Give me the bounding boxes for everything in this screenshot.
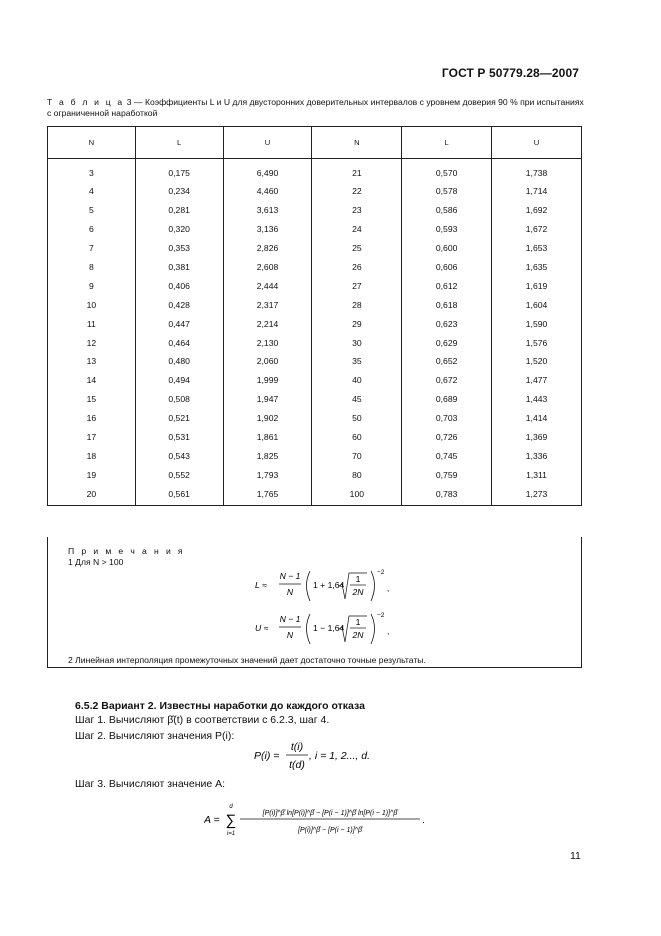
table-cell: 0,586 <box>402 201 492 220</box>
table-cell: 0,570 <box>402 159 492 183</box>
formula-U-exponent: −2 <box>377 612 385 619</box>
equation-A-denominator: [P(i)]^β̂ − [P(i − 1)]^β̂ <box>298 827 362 834</box>
table-cell: 100 <box>312 484 402 505</box>
formula-U-numerator: N − 1 <box>279 614 301 624</box>
table-cell: 1,576 <box>492 333 582 352</box>
column-header: N <box>312 127 402 159</box>
table-cell: 60 <box>312 428 402 447</box>
coefficients-table <box>47 126 582 506</box>
table-cell: 0,406 <box>135 276 223 295</box>
table-cell: 1,590 <box>492 314 582 333</box>
table-cell: 0,606 <box>402 258 492 277</box>
table-row <box>48 465 582 484</box>
table-row <box>48 428 582 447</box>
table-cell: 1,714 <box>492 182 582 201</box>
table-cell: 5 <box>48 201 136 220</box>
table-cell: 1,635 <box>492 258 582 277</box>
note-1: 1 Для N > 100 <box>68 557 124 567</box>
table-cell: 2,317 <box>223 295 312 314</box>
table-cell: 1,765 <box>223 484 312 505</box>
table-cell: 0,428 <box>135 295 223 314</box>
formula-U-denominator: N <box>286 630 294 640</box>
table-cell: 1,414 <box>492 409 582 428</box>
table-cell: 0,175 <box>135 159 223 183</box>
table-cell: 80 <box>312 465 402 484</box>
table-cell: 21 <box>312 159 402 183</box>
table-cell: 1,793 <box>223 465 312 484</box>
table-cell: 0,552 <box>135 465 223 484</box>
table-cell: 0,652 <box>402 352 492 371</box>
table-cell: 20 <box>48 484 136 505</box>
table-caption-label: Т а б л и ц а <box>47 97 125 107</box>
table-row <box>48 371 582 390</box>
equation-P-numerator: t(i) <box>290 741 304 753</box>
table-cell: 0,623 <box>402 314 492 333</box>
table-cell: 4,460 <box>223 182 312 201</box>
table-cell: 0,464 <box>135 333 223 352</box>
table-row <box>48 220 582 239</box>
table-cell: 0,281 <box>135 201 223 220</box>
table-row <box>48 314 582 333</box>
equation-P-lhs: P(i) = <box>254 750 280 762</box>
sum-icon: ∑ <box>225 812 237 829</box>
table-cell: 1,619 <box>492 276 582 295</box>
table-cell: 2,826 <box>223 239 312 258</box>
table-cell: 0,672 <box>402 371 492 390</box>
table-cell: 1,604 <box>492 295 582 314</box>
section-title: 6.5.2 Вариант 2. Известны наработки до каждого отказа <box>75 700 365 712</box>
table-cell: 6 <box>48 220 136 239</box>
formula-L-end: , <box>387 583 390 593</box>
column-header: N <box>48 127 136 159</box>
table-cell: 3,136 <box>223 220 312 239</box>
table-cell: 28 <box>312 295 402 314</box>
table-caption <box>47 97 587 119</box>
table-cell: 0,703 <box>402 409 492 428</box>
table-cell: 0,618 <box>402 295 492 314</box>
formula-L-numerator: N − 1 <box>279 571 301 581</box>
page-number: 11 <box>570 850 581 862</box>
table-body <box>48 159 582 506</box>
table-cell: 1,861 <box>223 428 312 447</box>
table-cell: 1,947 <box>223 390 312 409</box>
step-2: Шаг 2. Вычисляют значения P(i): <box>75 730 235 742</box>
table-cell: 1,369 <box>492 428 582 447</box>
table-cell: 50 <box>312 409 402 428</box>
formula-L-root-num: 1 <box>355 574 361 584</box>
formula-U-lhs: U ≈ <box>255 623 269 633</box>
table-cell: 0,480 <box>135 352 223 371</box>
document-header: ГОСТ Р 50779.28—2007 <box>441 66 579 80</box>
column-header: L <box>135 127 223 159</box>
equation-A <box>204 802 444 842</box>
formula-L-root-den: 2N <box>352 587 364 597</box>
formula-L-coef: 1 + 1,64 <box>313 580 345 590</box>
left-paren <box>307 614 311 644</box>
table-row <box>48 409 582 428</box>
table-cell: 0,689 <box>402 390 492 409</box>
table-cell: 0,521 <box>135 409 223 428</box>
table-cell: 13 <box>48 352 136 371</box>
formula-L <box>255 567 435 605</box>
table-cell: 2,444 <box>223 276 312 295</box>
table-cell: 23 <box>312 201 402 220</box>
table-row <box>48 201 582 220</box>
table-cell: 0,543 <box>135 446 223 465</box>
table-cell: 0,783 <box>402 484 492 505</box>
table-cell: 0,234 <box>135 182 223 201</box>
table-cell: 2,214 <box>223 314 312 333</box>
table-cell: 1,477 <box>492 371 582 390</box>
table-cell: 1,520 <box>492 352 582 371</box>
table-cell: 7 <box>48 239 136 258</box>
table-row <box>48 276 582 295</box>
table-cell: 0,381 <box>135 258 223 277</box>
note-2: 2 Линейная интерполяция промежуточных значений дает достаточно точные результаты. <box>68 655 426 665</box>
table-row <box>48 295 582 314</box>
table-header-row <box>48 127 582 159</box>
step-1: Шаг 1. Вычисляют β̂(t) в соответствии с 6.2.3, шаг 4. <box>75 714 330 726</box>
table-row <box>48 390 582 409</box>
equation-A-end: . <box>422 814 425 826</box>
table-cell: 0,320 <box>135 220 223 239</box>
table-cell: 0,508 <box>135 390 223 409</box>
table-cell: 12 <box>48 333 136 352</box>
table-cell: 0,531 <box>135 428 223 447</box>
table-cell: 15 <box>48 390 136 409</box>
sum-upper-limit: d <box>229 804 233 810</box>
right-paren <box>371 614 375 644</box>
table-caption-text: 3 — Коэффициенты L и U для двусторонних доверительных интервалов с уровнем доверия 90 % при испытаниях с ограниченной наработкой <box>47 97 584 118</box>
equation-A-lhs: A = <box>204 814 220 826</box>
table-cell: 10 <box>48 295 136 314</box>
equation-P-rhs: , i = 1, 2..., d. <box>309 750 370 762</box>
table-cell: 1,738 <box>492 159 582 183</box>
table-cell: 3 <box>48 159 136 183</box>
formula-L-denominator: N <box>286 587 294 597</box>
table-row <box>48 352 582 371</box>
table-cell: 1,443 <box>492 390 582 409</box>
table-cell: 11 <box>48 314 136 333</box>
table-cell: 16 <box>48 409 136 428</box>
formula-U-end: , <box>387 626 390 636</box>
table-cell: 0,759 <box>402 465 492 484</box>
table-cell: 17 <box>48 428 136 447</box>
table-cell: 0,494 <box>135 371 223 390</box>
equation-P <box>254 739 414 775</box>
table-row <box>48 182 582 201</box>
table-cell: 1,692 <box>492 201 582 220</box>
notes-title: П р и м е ч а н и я <box>68 546 185 556</box>
table-row <box>48 484 582 505</box>
table-cell: 25 <box>312 239 402 258</box>
table-row <box>48 333 582 352</box>
table-cell: 1,273 <box>492 484 582 505</box>
table-cell: 35 <box>312 352 402 371</box>
table-cell: 9 <box>48 276 136 295</box>
sum-lower-limit: i=1 <box>226 831 236 837</box>
table-cell: 40 <box>312 371 402 390</box>
table-cell: 22 <box>312 182 402 201</box>
table-cell: 4 <box>48 182 136 201</box>
right-paren <box>371 571 375 601</box>
table-cell: 24 <box>312 220 402 239</box>
table-cell: 2,608 <box>223 258 312 277</box>
table-row <box>48 446 582 465</box>
table-cell: 45 <box>312 390 402 409</box>
table-cell: 3,613 <box>223 201 312 220</box>
table-cell: 2,060 <box>223 352 312 371</box>
formula-L-lhs: L ≈ <box>255 580 267 590</box>
table-cell: 1,825 <box>223 446 312 465</box>
table-cell: 0,629 <box>402 333 492 352</box>
notes-box <box>47 537 582 668</box>
table-cell: 2,130 <box>223 333 312 352</box>
table-cell: 1,672 <box>492 220 582 239</box>
table-cell: 0,726 <box>402 428 492 447</box>
formula-L-exponent: −2 <box>377 569 385 576</box>
table-cell: 0,612 <box>402 276 492 295</box>
step-3: Шаг 3. Вычисляют значение A: <box>75 778 226 790</box>
table-cell: 0,600 <box>402 239 492 258</box>
table-cell: 0,578 <box>402 182 492 201</box>
table-cell: 0,447 <box>135 314 223 333</box>
table-cell: 0,593 <box>402 220 492 239</box>
table-cell: 8 <box>48 258 136 277</box>
table-cell: 30 <box>312 333 402 352</box>
table-cell: 1,336 <box>492 446 582 465</box>
table-cell: 14 <box>48 371 136 390</box>
table-cell: 26 <box>312 258 402 277</box>
table-cell: 0,745 <box>402 446 492 465</box>
table-row <box>48 258 582 277</box>
table-cell: 18 <box>48 446 136 465</box>
table-row <box>48 239 582 258</box>
formula-U <box>255 610 435 648</box>
table-cell: 0,353 <box>135 239 223 258</box>
column-header: U <box>492 127 582 159</box>
table-cell: 1,902 <box>223 409 312 428</box>
table-cell: 1,653 <box>492 239 582 258</box>
table-row <box>48 159 582 183</box>
table-cell: 0,561 <box>135 484 223 505</box>
formula-U-root-den: 2N <box>352 630 364 640</box>
formula-U-root-num: 1 <box>355 617 361 627</box>
table-cell: 19 <box>48 465 136 484</box>
table-cell: 70 <box>312 446 402 465</box>
left-paren <box>307 571 311 601</box>
table-cell: 1,311 <box>492 465 582 484</box>
column-header: U <box>223 127 312 159</box>
equation-P-denominator: t(d) <box>289 759 305 771</box>
equation-A-numerator: [P(i)]^β̂ ln[P(i)]^β̂ − [P(i − 1)]^β̂ ln[P(i − 1)]^β̂ <box>262 810 398 817</box>
table-cell: 1,999 <box>223 371 312 390</box>
column-header: L <box>402 127 492 159</box>
table-cell: 27 <box>312 276 402 295</box>
table-cell: 29 <box>312 314 402 333</box>
formula-U-coef: 1 − 1,64 <box>313 623 345 633</box>
table-cell: 6,490 <box>223 159 312 183</box>
